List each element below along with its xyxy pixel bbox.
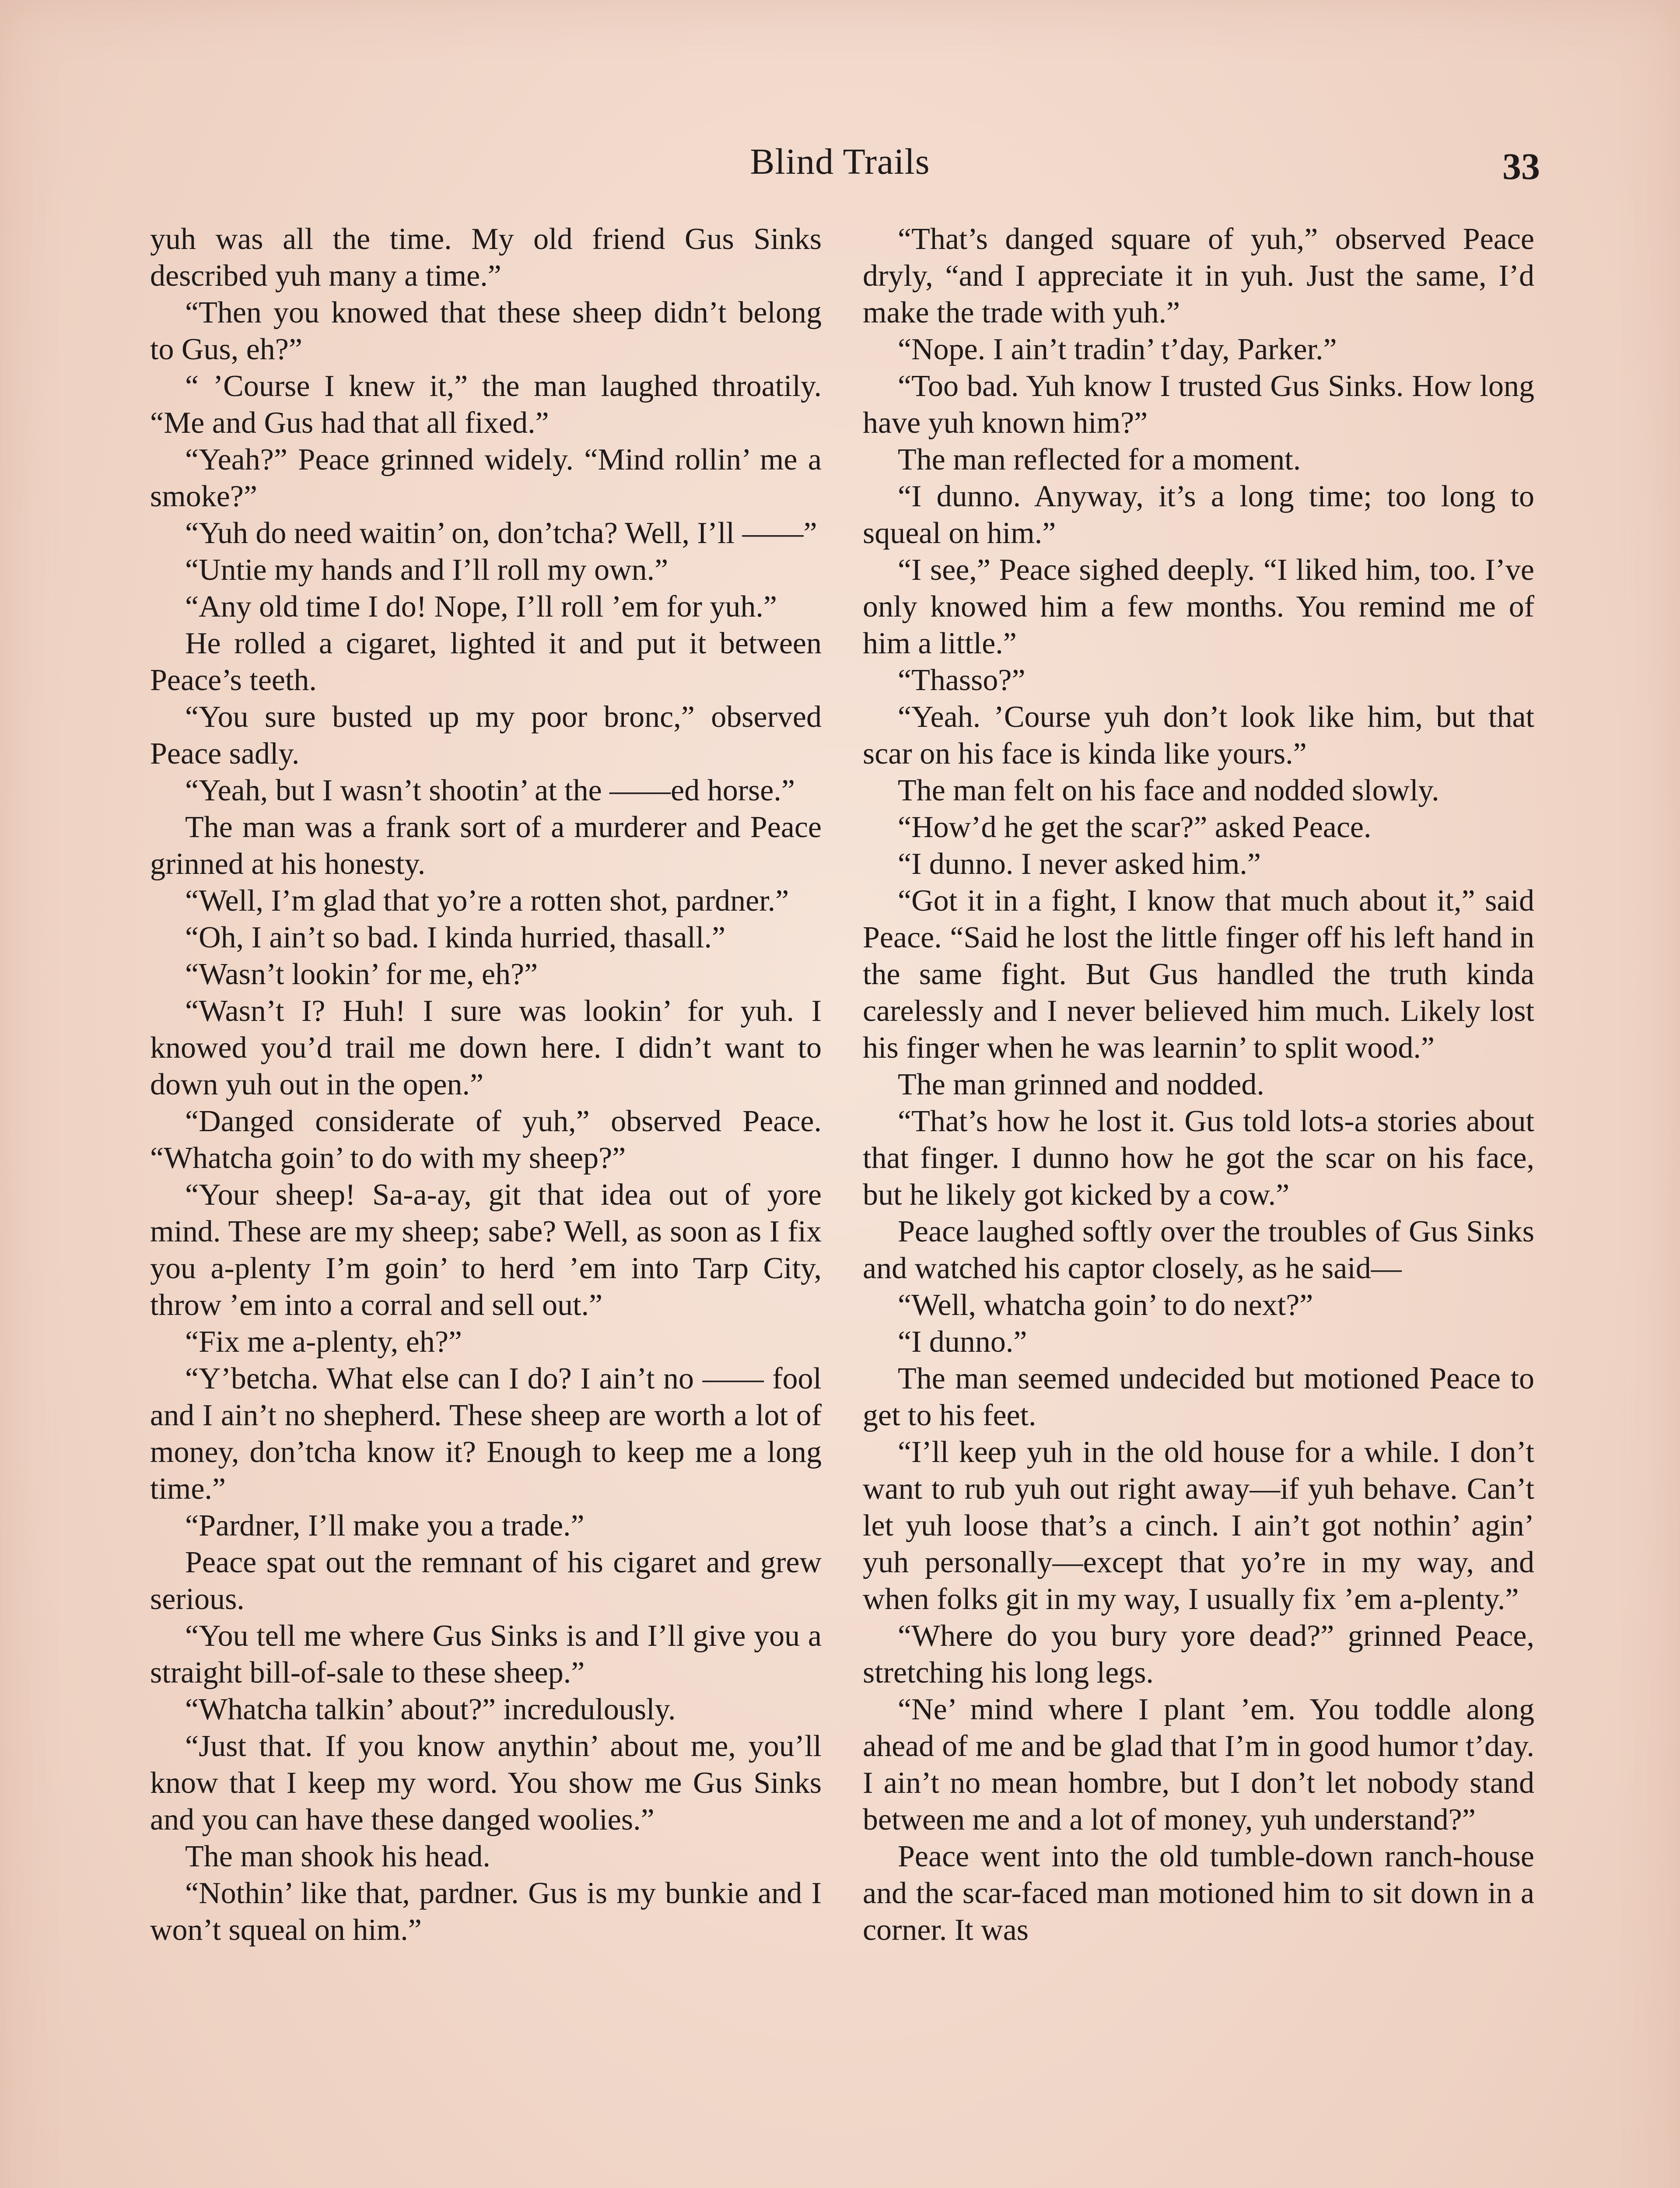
paragraph: Peace laughed softly over the troubles of Gus Sinks and watched his captor closely, as he said—: [863, 1215, 1534, 1285]
paragraph: “Untie my hands and I’ll roll my own.”: [185, 553, 668, 587]
paragraph: “ ’Course I knew it,” the man laughed throatily. “Me and Gus had that all fixed.”: [150, 369, 822, 440]
page-number: 33: [1502, 145, 1540, 187]
paragraph: “Fix me a-plenty, eh?”: [185, 1325, 462, 1359]
paragraph: “Oh, I ain’t so bad. I kinda hurried, thasall.”: [185, 921, 726, 954]
paragraph: “I dunno.”: [898, 1325, 1027, 1359]
paragraph: “Wasn’t lookin’ for me, eh?”: [185, 957, 538, 991]
paragraph: “I’ll keep yuh in the old house for a while. I don’t want to rub yuh out right away—if yuh behave. Can’t let yuh loose that’s a cinch. I ain’t got nothin’ agin’ yuh personally—except that yo’re in my way, and when folks git in my way, I usually fix ’em a-plenty.”: [863, 1435, 1534, 1616]
paragraph: “Just that. If you know anythin’ about me, you’ll know that I keep my word. You show me Gus Sinks and you can have these danged woolies.”: [150, 1729, 822, 1837]
paragraph: The man reflected for a moment.: [898, 443, 1301, 477]
paragraph: “Nope. I ain’t tradin’ t’day, Parker.”: [898, 333, 1337, 366]
paragraph: yuh was all the time. My old friend Gus Sinks described yuh many a time.”: [150, 222, 822, 293]
paragraph: “I dunno. Anyway, it’s a long time; too long to squeal on him.”: [863, 480, 1534, 550]
paragraph: “Pardner, I’ll make you a trade.”: [185, 1509, 584, 1543]
paragraph: “Ne’ mind where I plant ’em. You toddle along ahead of me and be glad that I’m in good humor t’day. I ain’t no mean hombre, but I don’t let nobody stand between me and a lot of money, yuh understand?”: [863, 1693, 1534, 1837]
paragraph: “You tell me where Gus Sinks is and I’ll give you a straight bill-of-sale to these sheep.”: [150, 1619, 822, 1690]
paragraph: “Yuh do need waitin’ on, don’tcha? Well, I’ll ——”: [185, 516, 817, 550]
paragraph: “Nothin’ like that, pardner. Gus is my bunkie and I won’t squeal on him.”: [150, 1876, 822, 1947]
paragraph: “Thasso?”: [898, 663, 1026, 697]
paragraph: The man grinned and nodded.: [898, 1068, 1264, 1101]
paragraph: “Y’betcha. What else can I do? I ain’t no —— fool and I ain’t no shepherd. These sheep are worth a lot of money, don’tcha know it? Enough to keep me a long time.”: [150, 1362, 822, 1506]
left-column: [150, 221, 822, 1949]
paragraph: He rolled a cigaret, lighted it and put it between Peace’s teeth.: [150, 627, 822, 697]
paragraph: “Yeah, but I wasn’t shootin’ at the ——ed horse.”: [185, 774, 795, 807]
paragraph: Peace spat out the remnant of his cigaret and grew serious.: [150, 1546, 822, 1616]
paragraph: “Too bad. Yuh know I trusted Gus Sinks. How long have yuh known him?”: [863, 369, 1534, 440]
paragraph: “I dunno. I never asked him.”: [898, 847, 1261, 881]
paragraph: “That’s how he lost it. Gus told lots-a stories about that finger. I dunno how he got the scar on his face, but he likely got kicked by a cow.”: [863, 1105, 1534, 1212]
paragraph: “Where do you bury yore dead?” grinned Peace, stretching his long legs.: [863, 1619, 1534, 1690]
paragraph: “Whatcha talkin’ about?” incredulously.: [185, 1693, 676, 1726]
right-column: [863, 221, 1534, 1949]
paragraph: Peace went into the old tumble-down ranch-house and the scar-faced man motioned him to sit down in a corner. It was: [863, 1840, 1534, 1947]
paragraph: “You sure busted up my poor bronc,” observed Peace sadly.: [150, 700, 822, 771]
paragraph: “Yeah?” Peace grinned widely. “Mind rollin’ me a smoke?”: [150, 443, 822, 513]
page-title: Blind Trails: [750, 141, 930, 182]
paragraph: The man shook his head.: [185, 1840, 490, 1873]
paragraph: “Wasn’t I? Huh! I sure was lookin’ for yuh. I knowed you’d trail me down here. I didn’t want to down yuh out in the open.”: [150, 994, 822, 1101]
paragraph: The man seemed undecided but motioned Peace to get to his feet.: [863, 1362, 1534, 1432]
paragraph: “Well, whatcha goin’ to do next?”: [898, 1288, 1313, 1322]
paragraph: “I see,” Peace sighed deeply. “I liked him, too. I’ve only knowed him a few months. You remind me of him a little.”: [863, 553, 1534, 660]
paragraph: “How’d he get the scar?” asked Peace.: [898, 810, 1372, 844]
paragraph: “Yeah. ’Course yuh don’t look like him, but that scar on his face is kinda like yours.”: [863, 700, 1534, 771]
paragraph: “That’s danged square of yuh,” observed Peace dryly, “and I appreciate it in yuh. Just the same, I’d make the trade with yuh.”: [863, 222, 1534, 330]
paragraph: “Then you knowed that these sheep didn’t belong to Gus, eh?”: [150, 296, 822, 366]
paragraph: “Well, I’m glad that yo’re a rotten shot, pardner.”: [185, 884, 789, 918]
paragraph: The man was a frank sort of a murderer and Peace grinned at his honesty.: [150, 810, 822, 881]
paragraph: The man felt on his face and nodded slowly.: [898, 774, 1439, 807]
running-head: [0, 131, 1680, 193]
paragraph: “Any old time I do! Nope, I’ll roll ’em for yuh.”: [185, 590, 777, 624]
paragraph: “Danged considerate of yuh,” observed Peace. “Whatcha goin’ to do with my sheep?”: [150, 1105, 822, 1175]
paragraph: “Got it in a fight, I know that much about it,” said Peace. “Said he lost the little finger off his left hand in the same fight. But Gus handled the truth kinda carelessly and I never believed him much. Likely lost his finger when he was learnin’ to split wood.”: [863, 884, 1534, 1065]
paragraph: “Your sheep! Sa-a-ay, git that idea out of yore mind. These are my sheep; sabe? Well, as soon as I fix you a-plenty I’m goin’ to herd ’em into Tarp City, throw ’em into a corral and sell out.”: [150, 1178, 822, 1322]
